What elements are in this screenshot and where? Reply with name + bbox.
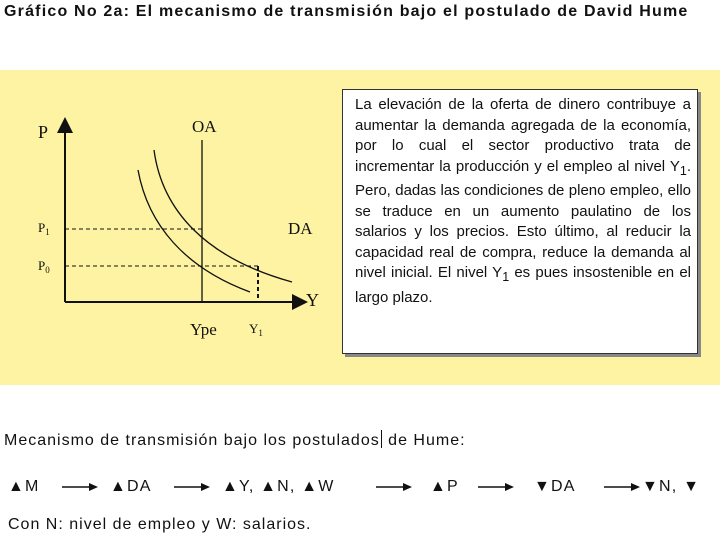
ype-label: Ype bbox=[190, 320, 217, 339]
p0-label: $P_0$ bbox=[38, 258, 50, 275]
supply-curve-label: OA bbox=[192, 117, 217, 136]
transmission-chain bbox=[0, 470, 720, 504]
step-demand-down: ▼DA bbox=[534, 478, 576, 495]
arrow-icon bbox=[174, 482, 210, 492]
x-axis-label: Y bbox=[306, 290, 319, 310]
step-employment-wages-down: ▼N, ▼ bbox=[642, 478, 701, 495]
figure-title: Gráfico No 2a: El mecanismo de transmisión bajo el postulado de David Hume bbox=[4, 3, 689, 20]
mechanism-heading: Mecanismo de transmisión bajo los postulados de Hume: bbox=[4, 432, 466, 449]
arrow-icon bbox=[604, 482, 640, 492]
demand-curve-label: DA bbox=[288, 219, 313, 238]
step-output-employment-wages: ▲Y, ▲N, ▲W bbox=[222, 478, 335, 495]
text-cursor bbox=[381, 430, 382, 448]
y1-label: $Y_1$ bbox=[249, 321, 263, 338]
footnote: Con N: nivel de empleo y W: salarios. bbox=[8, 516, 312, 533]
y-axis-label: P bbox=[38, 122, 49, 142]
arrow-icon bbox=[62, 482, 98, 492]
arrow-icon bbox=[376, 482, 412, 492]
step-demand-up: ▲DA bbox=[110, 478, 152, 495]
step-prices-up: ▲P bbox=[430, 478, 459, 495]
demand-curve-shifted bbox=[154, 150, 292, 282]
p1-label: $P_1$ bbox=[38, 220, 50, 237]
arrow-icon bbox=[478, 482, 514, 492]
step-money: ▲M bbox=[8, 478, 40, 495]
explanation-box: La elevación de la oferta de dinero contribuye a aumentar la demanda agregada de la economía, por lo cual el sector productivo trata de incrementar la producción y el empleo al nivel $Y_1$. Pero, dadas las condiciones de pleno empleo, ello se traduce en un aumento paulatino de los salarios y los precios. Esto último, al reducir la capacidad real de compra, reduce la demanda al nivel inicial. El nivel $Y_1$ es pues insostenible en el largo plazo. bbox=[342, 89, 698, 354]
